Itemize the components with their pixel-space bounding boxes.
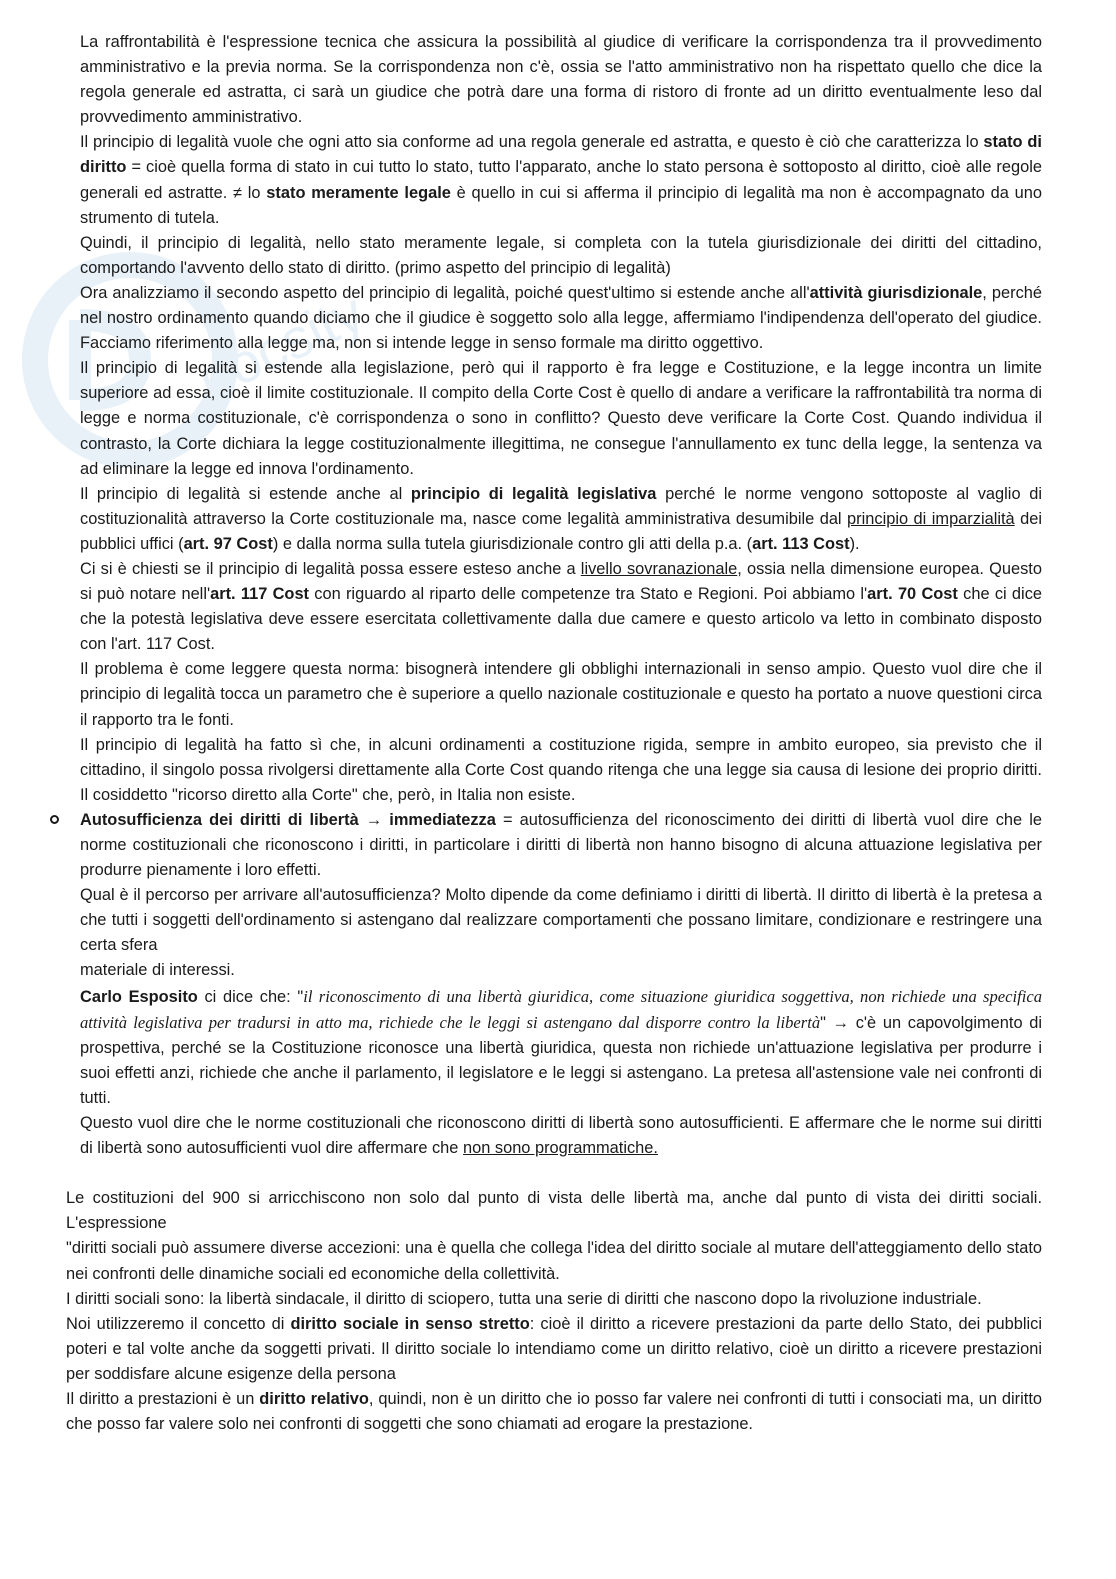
name-carlo-esposito: Carlo Esposito	[80, 987, 198, 1006]
paragraph-costituzioni-900: Le costituzioni del 900 si arricchiscono non solo dal punto di vista delle libertà ma, anche dal punto di vista dei diritti sociali. L'espressione	[66, 1189, 1042, 1233]
paragraph-senso-stretto: Noi utilizzeremo il concetto di diritto sociale in senso stretto: cioè il diritto a ricevere prestazioni da parte dello Stato, dei pubblici poteri e tal volte anche da soggetti privati. Il diritto sociale lo intendiamo come un diritto relativo, cioè un diritto a ricevere prestazioni per soddisfare alcune esigenze della persona	[66, 1314, 1042, 1383]
term-principio-imparzialita: principio di imparzialità	[847, 509, 1015, 528]
paragraph-autosufficienza: Autosufficienza dei diritti di libertà → immediatezza = autosufficienza del riconoscimento dei diritti di libertà vuol dire che le norme costituzionali che riconoscono i diritti, in particolare i diritti di libertà non hanno bisogno di alcuna attuazione legislativa per produrre pienamente i loro effetti.	[80, 810, 1042, 880]
term-non-programmatiche: non sono programmatiche.	[462, 1139, 658, 1158]
paragraph-tutela-giurisdizionale: Quindi, il principio di legalità, nello stato meramente legale, si completa con la tutela giurisdizionale dei diritti del cittadino, comportando l'avvento dello stato di diritto. (primo aspetto del principio di legalità)	[80, 233, 1042, 277]
paragraph-percorso-end: materiale di interessi.	[80, 961, 235, 980]
term-autosufficienza: Autosufficienza dei diritti di libertà → immediatezza	[80, 810, 496, 829]
paragraph-obblighi-internazionali: Il problema è come leggere questa norma: bisognerà intendere gli obblighi internazionali in senso ampio. Questo vuol dire che il principio di legalità tocca un parametro che è superiore a quello nazionale costituzionale e questo ha portato a nuove questioni circa il rapporto tra le fonti.	[80, 660, 1042, 729]
watermark-text: docsity	[188, 280, 374, 411]
term-diritto-sociale-senso-stretto: diritto sociale in senso stretto	[290, 1314, 530, 1333]
paragraph-diritti-sociali: "diritti sociali può assumere diverse accezioni: una è quella che collega l'idea del diritto sociale al mutare dell'atteggiamento dello stato nei confronti delle dinamiche sociali ed economiche della collettività.	[66, 1239, 1042, 1283]
paragraph-legalita-legislativa: Il principio di legalità si estende anche al principio di legalità legislativa perché le norme vengono sottoposte al vaglio di costituzionalità attraverso la Corte costituzionale ma, nasce come legalità amministrativa desumibile dal principio di imparzialità dei pubblici uffici (art. 97 Cost) e dalla norma sulla tutela giurisdizionale contro gli atti della p.a. (art. 113 Cost).	[80, 484, 1043, 553]
ref-art-97: art. 97 Cost	[183, 534, 273, 553]
paragraph-elenco-diritti-sociali: I diritti sociali sono: la libertà sindacale, il diritto di sciopero, tutta una serie di diritti che nascono dopo la rivoluzione industriale.	[66, 1289, 982, 1308]
section-gap	[0, 1161, 1116, 1186]
quote-esposito: il riconoscimento di una libertà giuridica, come situazione giuridica soggettiva, non richiede una specifica attività legislativa per tradursi in atto ma, richiede che le leggi si astengano dal disporre contro la libertà	[80, 986, 1043, 1032]
paragraph-diritto-relativo: Il diritto a prestazioni è un diritto relativo, quindi, non è un diritto che io posso far valere nei confronti di tutti i consociati ma, un diritto che posso far valere solo nei confronti di soggetti che sono chiamati ad erogare la prestazione.	[66, 1389, 1043, 1434]
document-page	[0, 30, 1116, 1437]
term-stato-di-diritto: stato di diritto	[80, 133, 1042, 177]
term-legalita-legislativa: principio di legalità legislativa	[410, 484, 657, 503]
paragraph-sovranazionale: Ci si è chiesti se il principio di legalità possa essere esteso anche a livello sovranazionale, ossia nella dimensione europea. Questo si può notare nell'art. 117 Cost con riguardo al riparto delle competenze tra Stato e Regioni. Poi abbiamo l'art. 70 Cost che ci dice che la potestà legislativa deve essere esercitata collettivamente dalla due camere e questo articolo va letto in combinato disposto con l'art. 117 Cost.	[80, 559, 1043, 654]
ref-art-113: art. 113 Cost	[752, 534, 850, 553]
paragraph-non-programmatiche: Questo vuol dire che le norme costituzionali che riconoscono diritti di libertà sono autosufficienti. E affermare che le norme sui diritti di libertà sono autosufficienti vuol dire affermare che non sono programmatiche.	[80, 1114, 1042, 1158]
ref-art-70: art. 70 Cost	[867, 585, 958, 604]
term-livello-sovranazionale: livello sovranazionale	[580, 559, 738, 578]
term-stato-meramente-legale: stato meramente legale	[266, 183, 451, 202]
term-diritto-relativo: diritto relativo	[259, 1389, 369, 1408]
ref-art-117: art. 117 Cost	[210, 585, 310, 604]
paragraph-ricorso-diretto: Il principio di legalità ha fatto sì che, in alcuni ordinamenti a costituzione rigida, sempre in ambito europeo, sia previsto che il cittadino, il singolo possa rivolgersi direttamente alla Corte Cost quando ritenga che una legge sia causa di lesione dei proprio diritti. Il cosiddetto "ricorso diretto alla Corte" che, però, in Italia non esiste.	[80, 735, 1042, 804]
paragraph-raffrontabilita: La raffrontabilità è l'espressione tecnica che assicura la possibilità al giudice di verificare la corrispondenza tra il provvedimento amministrativo e la previa norma. Se la corrispondenza non c'è, ossia se l'atto amministrativo non ha rispettato quello che dice la regola generale ed astratta, ci sarà un giudice che potrà dare una forma di ristoro di fronte ad un diritto eventualmente leso dal provvedimento amministrativo.	[80, 33, 1042, 127]
paragraph-stato-di-diritto: Il principio di legalità vuole che ogni atto sia conforme ad una regola generale ed astratta, e questo è ciò che caratterizza lo stato di diritto = cioè quella forma di stato in cui tutto lo stato, tutto l'apparato, anche lo stato persona è sottoposto al diritto, cioè alle regole generali ed astratte. ≠ lo stato meramente legale è quello in cui si afferma il principio di legalità ma non è accompagnato da uno strumento di tutela.	[80, 133, 1042, 227]
bullet-item-autosufficienza	[0, 808, 1116, 883]
term-attivita-giurisdizionale: attività giurisdizionale	[809, 283, 983, 302]
bullet-circle-icon	[50, 815, 59, 824]
paragraph-esposito: Carlo Esposito ci dice che: "il riconoscimento di una libertà giuridica, come situazione giuridica soggettiva, non richiede una specifica attività legislativa per tradursi in atto ma, richiede che le leggi si astengano dal disporre contro la libertà" → c'è un capovolgimento di prospettiva, perché se la Costituzione riconosce una libertà giuridica, questa non richiede un'attuazione legislativa per produrre i suoi effetti anzi, richiede che anche il parlamento, il legislatore e le leggi si astengano. La pretesa all'astensione vale nei confronti di tutti.	[80, 986, 1043, 1107]
paragraph-legislazione: Il principio di legalità si estende alla legislazione, però qui il rapporto è fra legge e Costituzione, e la legge incontra un limite superiore ad essa, cioè il limite costituzionale. Il compito della Corte Cost è quello di andare a verificare la raffrontabilità tra norma di legge e norma costituzionale, c'è corrispondenza o sono in conflitto? Questo deve verificare la Corte Cost. Quando individua il contrasto, la Corte dichiara la legge costituzionalmente illegittima, ne consegue l'annullamento ex tunc della legge, la sentenza va ad eliminare la legge ed innova l'ordinamento.	[80, 359, 1042, 478]
paragraph-percorso: Qual è il percorso per arrivare all'autosufficienza? Molto dipende da come definiamo i diritti di libertà. Il diritto di libertà è la pretesa a che tutti i soggetti dell'ordinamento si astengano dal realizzare comportamenti che possano limitare, condizionare e restringere una certa sfera	[80, 886, 1042, 955]
paragraph-secondo-aspetto: Ora analizziamo il secondo aspetto del principio di legalità, poiché quest'ultimo si estende anche all'attività giurisdizionale, perché nel nostro ordinamento quando diciamo che il giudice è soggetto solo alla legge, affermiamo l'indipendenza dell'operato del giudice. Facciamo riferimento alla legge ma, non si intende legge in senso formale ma diritto oggettivo.	[80, 283, 1043, 353]
